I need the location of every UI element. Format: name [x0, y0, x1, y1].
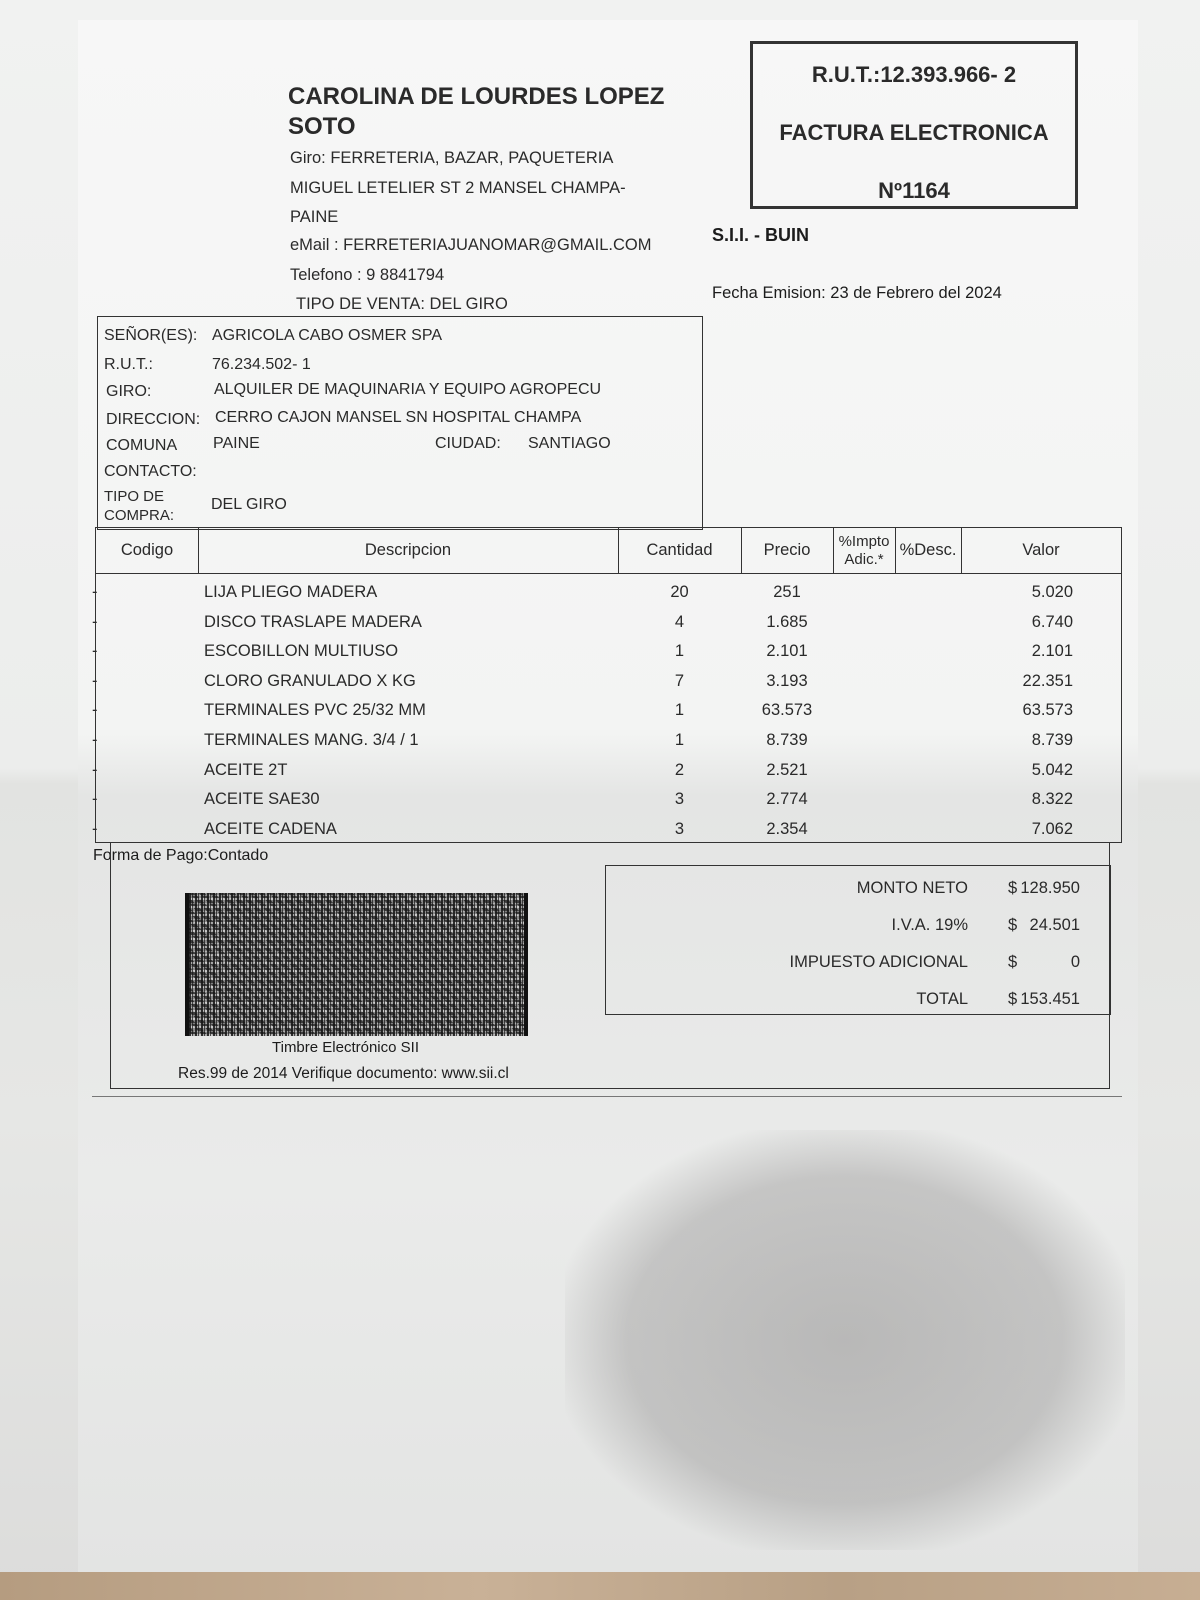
row-valor: 8.322: [1031, 790, 1073, 809]
issuer-email: eMail : FERRETERIAJUANOMAR@GMAIL.COM: [290, 236, 652, 254]
row-valor: 6.740: [1031, 612, 1073, 631]
issuer-address-line1: MIGUEL LETELIER ST 2 MANSEL CHAMPA-: [290, 179, 626, 197]
issue-date: Fecha Emision: 23 de Febrero del 2024: [712, 284, 1002, 302]
outer-frame-line: [92, 1096, 1122, 1097]
row-codigo: -: [92, 731, 98, 749]
client-giro: ALQUILER DE MAQUINARIA Y EQUIPO AGROPECU: [214, 381, 602, 398]
total-currency: $: [1008, 879, 1018, 897]
document-rut: R.U.T.:12.393.966- 2: [811, 62, 1017, 87]
client-giro-label: GIRO:: [106, 383, 152, 400]
client-contacto-label: CONTACTO:: [104, 463, 197, 480]
row-valor: 8.739: [1031, 731, 1073, 749]
header-precio: Precio: [763, 541, 811, 559]
issuer-address-line2: PAINE: [290, 208, 339, 226]
table-surface: [0, 1572, 1200, 1600]
total-value: 128.950: [1020, 879, 1080, 897]
row-descripcion: TERMINALES PVC 25/32 MM: [204, 701, 426, 720]
row-cantidad: 7: [674, 671, 685, 690]
header-cantidad: Cantidad: [646, 541, 713, 559]
row-valor: 7.062: [1031, 819, 1073, 838]
row-codigo: -: [92, 583, 98, 601]
row-cantidad: 2: [674, 760, 685, 779]
header-desc: %Desc.: [899, 541, 957, 559]
row-cantidad: 1: [674, 642, 685, 661]
row-descripcion: DISCO TRASLAPE MADERA: [204, 612, 422, 631]
row-precio: 1.685: [766, 612, 808, 631]
total-value: 0: [1070, 953, 1080, 971]
client-senor-label: SEÑOR(ES):: [104, 327, 198, 344]
row-descripcion: LIJA PLIEGO MADERA: [204, 583, 378, 601]
header-descripcion: Descripcion: [364, 541, 452, 559]
total-label: TOTAL: [916, 990, 968, 1008]
issuer-tipo-venta: TIPO DE VENTA: DEL GIRO: [296, 295, 508, 313]
row-precio: 251: [773, 583, 801, 601]
row-precio: 2.354: [766, 819, 808, 838]
row-precio: 8.739: [766, 731, 808, 749]
header-divider: [96, 573, 1121, 574]
total-label: IMPUESTO ADICIONAL: [789, 953, 968, 971]
row-cantidad: 3: [674, 790, 685, 809]
payment-method: Forma de Pago:Contado: [93, 847, 269, 864]
client-box: [97, 316, 703, 530]
resolution-note: Res.99 de 2014 Verifique documento: www.sii.cl: [178, 1065, 509, 1082]
row-precio: 3.193: [766, 671, 808, 690]
row-codigo: -: [92, 790, 98, 809]
client-direccion-label: DIRECCION:: [106, 411, 201, 428]
items-table: [92, 527, 1122, 843]
client-rut: 76.234.502- 1: [212, 356, 311, 373]
total-label: I.V.A. 19%: [891, 916, 968, 934]
row-descripcion: ESCOBILLON MULTIUSO: [204, 642, 399, 661]
row-codigo: -: [92, 819, 98, 838]
row-precio: 2.521: [766, 760, 808, 779]
document-number: Nº1164: [878, 178, 950, 203]
row-precio: 63.573: [761, 701, 813, 720]
row-descripcion: CLORO GRANULADO X KG: [204, 671, 416, 690]
total-currency: $: [1008, 916, 1018, 934]
total-label: MONTO NETO: [856, 879, 968, 897]
row-descripcion: ACEITE SAE30: [204, 790, 320, 809]
row-descripcion: ACEITE 2T: [204, 760, 288, 779]
total-value: 24.501: [1029, 916, 1080, 934]
row-cantidad: 4: [674, 612, 685, 631]
issuer-name: [288, 82, 688, 142]
header-impto: %Impto Adic.*: [838, 532, 890, 568]
client-rut-label: R.U.T.:: [104, 356, 153, 373]
timbre-barcode-icon: [185, 893, 528, 1036]
row-valor: 22.351: [1022, 671, 1073, 690]
row-codigo: -: [92, 612, 98, 631]
client-direccion: CERRO CAJON MANSEL SN HOSPITAL CHAMPA: [215, 409, 582, 426]
client-ciudad-label: CIUDAD:: [435, 435, 501, 452]
row-codigo: -: [92, 671, 98, 690]
row-descripcion: TERMINALES MANG. 3/4 / 1: [204, 731, 419, 749]
header-valor: Valor: [1022, 541, 1060, 559]
row-precio: 2.774: [766, 790, 808, 809]
row-codigo: -: [92, 760, 98, 779]
row-valor: 5.020: [1031, 583, 1073, 601]
client-comuna: PAINE: [213, 435, 260, 452]
totals-box: [605, 865, 1111, 1015]
document-type: FACTURA ELECTRONICA: [779, 120, 1049, 145]
row-cantidad: 20: [670, 583, 689, 601]
rut-box: [750, 41, 1078, 209]
total-value: 153.451: [1020, 990, 1080, 1008]
issuer-name-line1: CAROLINA DE LOURDES LOPEZ: [288, 83, 665, 110]
row-valor: 2.101: [1031, 642, 1073, 661]
client-name: AGRICOLA CABO OSMER SPA: [212, 327, 442, 344]
total-currency: $: [1008, 953, 1018, 971]
shadow: [565, 1130, 1125, 1550]
sii-office: S.I.I. - BUIN: [712, 225, 810, 245]
client-ciudad: SANTIAGO: [528, 435, 611, 452]
row-valor: 5.042: [1031, 760, 1073, 779]
client-comuna-label: COMUNA: [106, 437, 178, 454]
row-cantidad: 1: [674, 731, 685, 749]
row-valor: 63.573: [1022, 701, 1073, 720]
row-descripcion: ACEITE CADENA: [204, 819, 337, 838]
client-tipo-compra: DEL GIRO: [211, 496, 287, 513]
row-codigo: -: [92, 642, 98, 661]
total-currency: $: [1008, 990, 1018, 1008]
issuer-name-line2: SOTO: [288, 113, 356, 140]
issuer-giro: Giro: FERRETERIA, BAZAR, PAQUETERIA: [290, 149, 614, 167]
client-tipo-compra-label: TIPO DE COMPRA:: [104, 488, 175, 524]
row-cantidad: 3: [674, 819, 685, 838]
header-codigo: Codigo: [120, 541, 174, 559]
row-codigo: -: [92, 701, 98, 720]
row-precio: 2.101: [766, 642, 808, 661]
issuer-phone: Telefono : 9 8841794: [290, 266, 445, 284]
row-cantidad: 1: [674, 701, 685, 720]
timbre-label: Timbre Electrónico SII: [272, 1039, 419, 1056]
